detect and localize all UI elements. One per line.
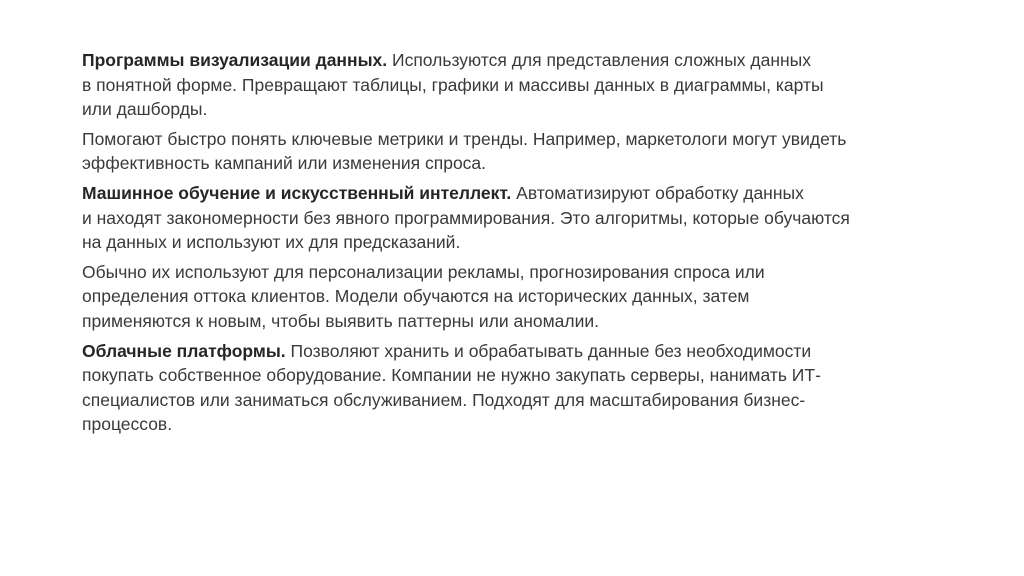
text-line: и находят закономерности без явного программирования. Это алгоритмы, которые обучаются bbox=[82, 207, 850, 228]
text-line: процессов. bbox=[82, 414, 173, 435]
text-run: Используются для представления сложных данных bbox=[387, 50, 811, 70]
slide-body bbox=[82, 48, 952, 442]
text-line: эффективность кампаний или изменения спроса. bbox=[82, 153, 487, 174]
text-line: применяются к новым, чтобы выявить паттерны или аномалии. bbox=[82, 310, 600, 331]
text-line: или дашборды. bbox=[82, 99, 208, 120]
text-line: на данных и используют их для предсказаний. bbox=[82, 232, 461, 253]
section-heading: Облачные платформы. bbox=[82, 340, 286, 361]
text-line: Помогают быстро понять ключевые метрики и тренды. Например, маркетологи могут увидеть bbox=[82, 128, 847, 149]
section-heading: Программы визуализации данных. bbox=[82, 50, 388, 70]
text-line: определения оттока клиентов. Модели обучаются на исторических данных, затем bbox=[82, 286, 750, 307]
section-heading: Машинное обучение и искусственный интеллект. bbox=[82, 182, 512, 203]
section-visualization-detail bbox=[82, 127, 952, 176]
text-line bbox=[82, 48, 952, 73]
text-line: покупать собственное оборудование. Компании не нужно закупать серверы, нанимать ИТ- bbox=[82, 365, 821, 386]
section-ml-detail bbox=[82, 260, 952, 334]
section-visualization-intro bbox=[82, 48, 952, 122]
section-ml-intro bbox=[82, 181, 952, 255]
section-cloud-intro bbox=[82, 339, 952, 437]
text-line bbox=[82, 339, 952, 364]
text-run: Позволяют хранить и обрабатывать данные без необходимости bbox=[285, 340, 812, 361]
text-run: Автоматизируют обработку данных bbox=[511, 182, 804, 203]
text-line: в понятной форме. Превращают таблицы, графики и массивы данных в диаграммы, карты bbox=[82, 74, 824, 95]
text-line: специалистов или заниматься обслуживанием. Подходят для масштабирования бизнес- bbox=[82, 389, 806, 410]
text-line bbox=[82, 181, 952, 206]
text-line: Обычно их используют для персонализации рекламы, прогнозирования спроса или bbox=[82, 261, 765, 282]
